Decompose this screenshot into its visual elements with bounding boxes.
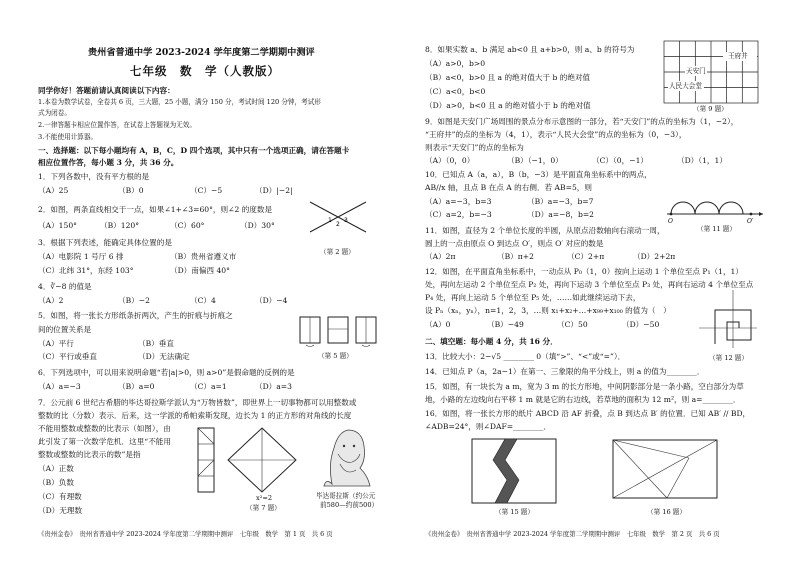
- question-16-cont: ∠ADB=24°，则∠DAF=________．: [425, 422, 552, 431]
- figure-caption: （第 12 题）: [709, 354, 748, 362]
- question-8: 8．如果实数 a、b 满足 ab<0 且 a+b>0，则 a、b 的符号为: [425, 45, 635, 54]
- section-heading: 二、填空题：每小题 4 分，共 16 分．: [425, 337, 558, 346]
- option-c: （C）平行或垂直: [38, 352, 97, 361]
- question-9-cont: “王府井”的点的坐标为（4，1），表示“人民大会堂”的点的坐标为（0，−3），: [425, 130, 687, 139]
- question-12-cont: P₄ 处，再向上运动 5 个单位至 P₅ 处，……如此继续运动下去，: [425, 293, 641, 302]
- square-diagonal-figure: [196, 426, 314, 496]
- option-c: （C）4: [190, 296, 216, 305]
- option-a: （A）150°: [38, 221, 77, 230]
- option-b: （B）−49: [487, 320, 524, 329]
- option-d: （D）|−2|: [255, 186, 293, 195]
- option-d: （D）无法确定: [138, 352, 190, 361]
- question-7-cont: 此引发了第一次数学危机．这里“不能用: [38, 437, 171, 446]
- option-b: （B）a=−3，b=7: [527, 197, 594, 206]
- option-a: （A）电影院 1 号厅 6 排: [38, 252, 124, 261]
- page-2: [397, 0, 794, 561]
- page-footer: 《贵州金卷》 贵州省普通中学 2023-2024 学年度第二学期期中测评 七年级 数学 第 2 页 共 6 页: [425, 530, 720, 538]
- figure-caption: （第 16 题）: [647, 508, 686, 516]
- figure-caption: （第 5 题）: [318, 352, 353, 360]
- option-b: （B）a=0: [118, 382, 155, 391]
- option-b: （B）垂直: [138, 339, 174, 348]
- option-c: （C）有理数: [38, 492, 82, 501]
- equation-label: x²=2: [256, 494, 273, 502]
- option-a: （A）25: [38, 186, 69, 195]
- question-5-cont: 间的位置关系是: [38, 325, 92, 334]
- question-7: 7．公元前 6 世纪古希腊的毕达哥拉斯学派认为“万物皆数”，即世界上一切事物都可以用整数或: [38, 398, 357, 407]
- question-12-cont: 处，再向左运动 2 个单位至点 P₂ 处，再向下运动 3 个单位至点 P₃ 处，再向右运动 4 个单位至点: [425, 280, 754, 289]
- exam-subtitle: 七年级 数 学（人教版）: [130, 64, 280, 78]
- section-heading: 一、选择题：以下每小题均有 A，B，C，D 四个选项，其中只有一个选项正确，请在答题卡: [38, 146, 350, 155]
- question-7-cont: 整数的比（分数）表示．后来，这一学派的希帕索斯发现，边长为 1 的正方形的对角线的长度: [38, 411, 352, 420]
- option-a: （A）2: [38, 296, 64, 305]
- option-c: （C）a<0，b<0: [425, 87, 486, 96]
- option-b: （B）0: [118, 186, 144, 195]
- figure-caption: （第 2 题）: [320, 248, 355, 256]
- option-b: （B）负数: [38, 478, 74, 487]
- rolling-semicircle-figure: [665, 176, 765, 224]
- option-c: （C）a=2，b=−3: [425, 210, 492, 219]
- figure-caption: （第 15 题）: [495, 508, 534, 516]
- intersecting-lines-figure: [308, 200, 368, 236]
- pythagoras-portrait: [318, 424, 372, 490]
- option-d: （D）a=−8，b=2: [527, 210, 595, 219]
- spiral-path-figure: [697, 288, 759, 350]
- question-12: 12．如图，在平面直角坐标系中，一动点从 P₀（1，0）按向上运动 1 个单位至点 P₁（1，1）: [425, 267, 743, 276]
- notice-line: 1.本卷为数学试卷，全卷共 6 页，三大题，25 小题，满分 150 分，考试时间 120 分钟，考试形: [38, 98, 321, 106]
- option-c: （C）−5: [190, 186, 223, 195]
- option-d: （D）−50: [622, 320, 660, 329]
- figure-caption: （第 7 题）: [246, 504, 281, 512]
- option-b: （B）−2: [118, 296, 150, 305]
- question-10: 10．已知点 A（a，a），B（b，−3）是平面直角坐标系中的两点，: [425, 170, 652, 179]
- map-label: 人民大会堂: [669, 82, 702, 90]
- option-d: （D）a=3: [255, 382, 292, 391]
- page-footer: 《贵州金卷》 贵州省普通中学 2023-2024 学年度第二学期期中测评 七年级 数学 第 1 页 共 6 页: [38, 530, 333, 538]
- question-3: 3．根据下列表述，能确定具体位置的是: [38, 238, 172, 247]
- question-14: 14．已知点 P（a，2a−1）在第一、三象限的角平分线上，则 a 的值为________．: [425, 367, 705, 376]
- map-label: 天安门: [686, 67, 706, 75]
- question-10-cont: AB//x 轴，且点 B 在点 A 的右侧．若 AB=5，则: [425, 183, 592, 192]
- question-16: 16．如图，将一张长方形的纸片 ABCD 沿 AF 折叠，点 B 到达点 B′ 的位置．已知 AB′ // BD，: [425, 409, 751, 418]
- question-9-cont: 则表示“天安门”的点的坐标为: [425, 143, 524, 152]
- folded-rectangle-figure: [605, 436, 723, 506]
- option-d: （D）无理数: [38, 506, 83, 515]
- question-4: 4．∛−8 的值是: [38, 282, 92, 291]
- section-heading: 相应位置作答，每小题 3 分，共 36 分。: [38, 158, 179, 167]
- option-a: （A）a=−3，b=3: [425, 197, 492, 206]
- angle-label: 1: [328, 217, 332, 224]
- option-d: （D）2+2π: [633, 252, 676, 261]
- option-d: （D）（1，1）: [677, 156, 727, 165]
- tiananmen-map-grid: [663, 40, 759, 104]
- figure-caption: （第 9 题）: [693, 105, 728, 113]
- portrait-caption: 前580—约前500）: [320, 501, 379, 509]
- option-c: （C）（0，−1）: [592, 156, 649, 165]
- question-11-cont: 圆上的一点由原点 O 到达点 O′，则点 O′ 对应的数是: [425, 239, 604, 248]
- question-7-cont: 不能用整数或整数的比表示（如图），由: [38, 424, 171, 433]
- option-d: （D）a>0，b<0 且 a 的绝对值小于 b 的绝对值: [425, 101, 591, 110]
- option-b: （B）120°: [100, 221, 140, 230]
- option-a: （A）2π: [425, 252, 456, 261]
- question-7-cont: 整数或整数的比表示的数”是指: [38, 450, 141, 459]
- end-label: O′: [747, 218, 754, 225]
- portrait-caption: 毕达哥拉斯（约公元: [316, 492, 376, 500]
- lawn-path-figure: [471, 438, 557, 504]
- option-b: （B）a<0，b>0 且 a 的绝对值大于 b 的绝对值: [425, 73, 591, 82]
- option-a: （A）a>0，b>0: [425, 59, 486, 68]
- folded-paper-figure: [298, 315, 378, 349]
- option-a: （A）正数: [38, 464, 74, 473]
- option-b: （B）贵州省遵义市: [170, 252, 237, 261]
- notice-line: 式为闭卷。: [38, 109, 71, 117]
- question-15: 15．如图，有一块长为 a m，宽为 3 m 的长方形地，中间阴影部分是一条小路，空白部分为草: [425, 382, 744, 391]
- option-c: （C）60°: [170, 221, 205, 230]
- notice-heading: 同学你好！答题前请认真阅读以下内容：: [38, 86, 175, 95]
- option-a: （A）平行: [38, 339, 74, 348]
- question-15-cont: 地，小路的左边线向右平移 1 m 就是它的右边线，若草地的面积为 12 m²，则 a=________．: [425, 395, 741, 404]
- option-a: （A）（0，0）: [425, 156, 475, 165]
- question-5: 5．如图，将一张长方形纸条折两次，产生的折痕与折痕之: [38, 311, 233, 320]
- map-label: 王府井: [728, 52, 748, 60]
- option-c: （C）2+π: [567, 252, 605, 261]
- question-2: 2．如图，两条直线相交于一点，如果∠1+∠3=60°，则∠2 的度数是: [38, 205, 273, 214]
- option-c: （C）a=1: [190, 382, 227, 391]
- option-d: （D）南偏西 40°: [170, 266, 230, 275]
- option-d: （D）−4: [255, 296, 288, 305]
- angle-label: 2: [336, 221, 340, 228]
- figure-caption: （第 11 题）: [697, 225, 736, 233]
- origin-label: O: [668, 218, 673, 225]
- option-d: （D）30°: [240, 221, 275, 230]
- question-12-cont: 设 Pₙ（xₙ，yₙ），n=1，2，3，…则 x₁+x₂+…+x₉₉+x₁₀₀ 的值为（ ）: [425, 306, 671, 315]
- angle-label: 3: [344, 217, 348, 224]
- question-9: 9．如图是天安门广场周围的景点分布示意图的一部分，若“天安门”的点的坐标为（1，−2），: [425, 117, 739, 126]
- question-11: 11．如图，直径为 2 个单位长度的半圆，从原点沿数轴向右滚动一周，: [425, 226, 665, 235]
- option-c: （C）50: [557, 320, 588, 329]
- option-a: （A）a=−3: [38, 382, 81, 391]
- option-b: （B）π+2: [497, 252, 534, 261]
- notice-line: 3.不能使用计算器。: [38, 133, 98, 141]
- question-1: 1．下列各数中，没有平方根的是: [38, 172, 150, 181]
- option-c: （C）北纬 31°，东经 103°: [38, 266, 134, 275]
- question-13: 13．比较大小：2−√5 ________ 0（填“>”、“<”或“=”）．: [425, 352, 626, 361]
- question-6: 6．下列选项中，可以用来说明命题“若|a|>0，则 a>0”是假命题的反例的是: [38, 368, 295, 377]
- notice-line: 2.一律答题卡相应位置作答，在试卷上答题视为无效。: [38, 121, 196, 129]
- option-b: （B）（−1，0）: [507, 156, 563, 165]
- exam-title: 贵州省普通中学 2023-2024 学年度第二学期期中测评: [88, 47, 315, 58]
- option-a: （A）0: [425, 320, 451, 329]
